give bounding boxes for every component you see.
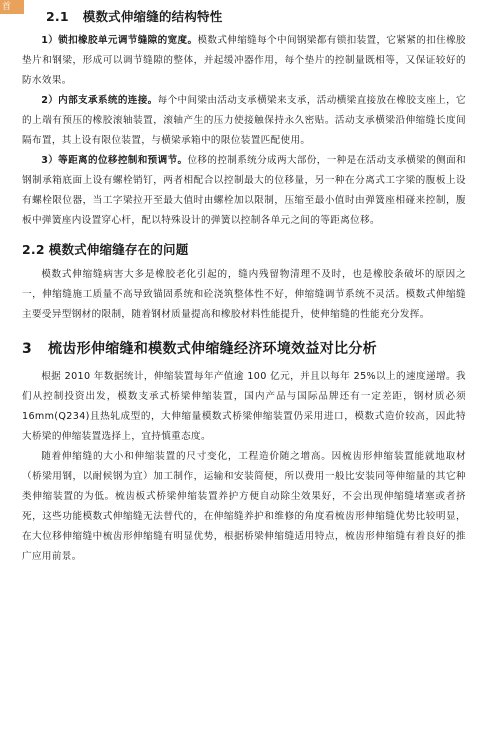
section-heading-2-2	[22, 239, 466, 261]
chapter-heading-3	[22, 337, 466, 361]
section-number: 2.1	[46, 9, 69, 24]
paragraph-body: 位移的控制系统分成两大部份，一种是在活动支承横梁的侧面和钢制承箱底面上设有螺栓销钉，两者相配合以控制最大的位移量，另一种在分离式工字梁的腹板上设有螺栓限位器，当工字梁拉开至最大值时由螺栓加以限制，压缩至最小值时由弹簧座相碰来控制，腹板中弹簧座内设置穿心杆，配以特殊设计的弹簧以控制各单元之间的等距离位移。	[22, 155, 466, 226]
paragraph-lead: 3）等距离的位移控制和预调节。	[41, 155, 188, 166]
paragraph	[22, 367, 466, 447]
paragraph	[22, 31, 466, 91]
paragraph-body: 随着伸缩缝的大小和伸缩装置的尺寸变化，工程造价随之增高。因梳齿形伸缩装置能就地取材（桥梁用钢，以耐候钢为宜）加工制作，运输和安装简便，所以费用一般比安装同等伸缩量的其它种类伸缩装置的为低。梳齿板式桥梁伸缩装置养护方便自动除尘效果好，不会出现伸缩缝堵塞或者挤死，这些功能模数式伸缩缝无法替代的，在伸缩缝养护和维修的角度看梳齿形伸缩缝优势比较明显，在大位移伸缩缝中梳齿形伸缩缝有明显优势，根据桥梁伸缩缝适用特点，梳齿形伸缩缝有着良好的推广应用前景。	[22, 451, 466, 562]
section-heading-2-1	[22, 6, 466, 28]
paragraph	[22, 91, 466, 151]
section-number: 3	[22, 341, 33, 357]
section-title: 梳齿形伸缩缝和模数式伸缩缝经济环境效益对比分析	[48, 341, 377, 357]
section-title: 模数式伸缩缝的结构特性	[82, 9, 223, 24]
paragraph	[22, 447, 466, 567]
corner-tag: 首	[0, 0, 24, 14]
paragraph-body: 每个中间梁由活动支承横梁来支承，活动横梁直接放在橡胶支座上，它的上端有预压的橡胶滚轴装置，滚轴产生的压力使接触保持永久密贴。活动支承横梁沿伸缩缝长度间隔布置，其上设有限位装置，与横梁承箱中的限位装置匹配使用。	[22, 95, 466, 146]
paragraph	[22, 265, 466, 325]
document-page	[22, 6, 466, 567]
paragraph-body: 模数式伸缩缝每个中间钢梁都有锁扣装置，它紧紧的扣住橡胶垫片和钢梁，形成可以调节缝隙的整体，并起缓冲器作用，每个垫片的控制量既相等，又保证较好的防水效果。	[22, 35, 467, 86]
paragraph-lead: 1）锁扣橡胶单元调节缝隙的宽度。	[41, 35, 198, 46]
paragraph-lead: 2）内部支承系统的连接。	[41, 95, 158, 106]
section-number: 2.2	[22, 242, 45, 257]
paragraph-body: 模数式伸缩缝病害大多是橡胶老化引起的，缝内残留物清理不及时，也是橡胶条破坏的原因之一，伸缩缝施工质量不高导致锚固系统和砼浇筑整体性不好，伸缩缝调节系统不灵活。模数式伸缩缝主要受异型钢材的限制，随着钢材质量提高和橡胶材料性能提升，使伸缩缝的性能充分发挥。	[22, 269, 466, 320]
paragraph	[22, 151, 466, 231]
section-title: 模数式伸缩缝存在的问题	[48, 242, 189, 257]
paragraph-body: 根据 2010 年数据统计，伸缩装置每年产值逾 100 亿元，并且以每年 25%以上的速度递增。我们从控制投资出发，模数支承式桥梁伸缩装置，国内产品与国际品牌还有一定差距，钢材质必须 16mm(Q234)且热轧成型的，大伸缩量模数式桥梁伸缩装置仍采用进口，模数式造价较高，因此特大桥梁的伸缩装置选择上，宜持慎重态度。	[22, 371, 466, 442]
